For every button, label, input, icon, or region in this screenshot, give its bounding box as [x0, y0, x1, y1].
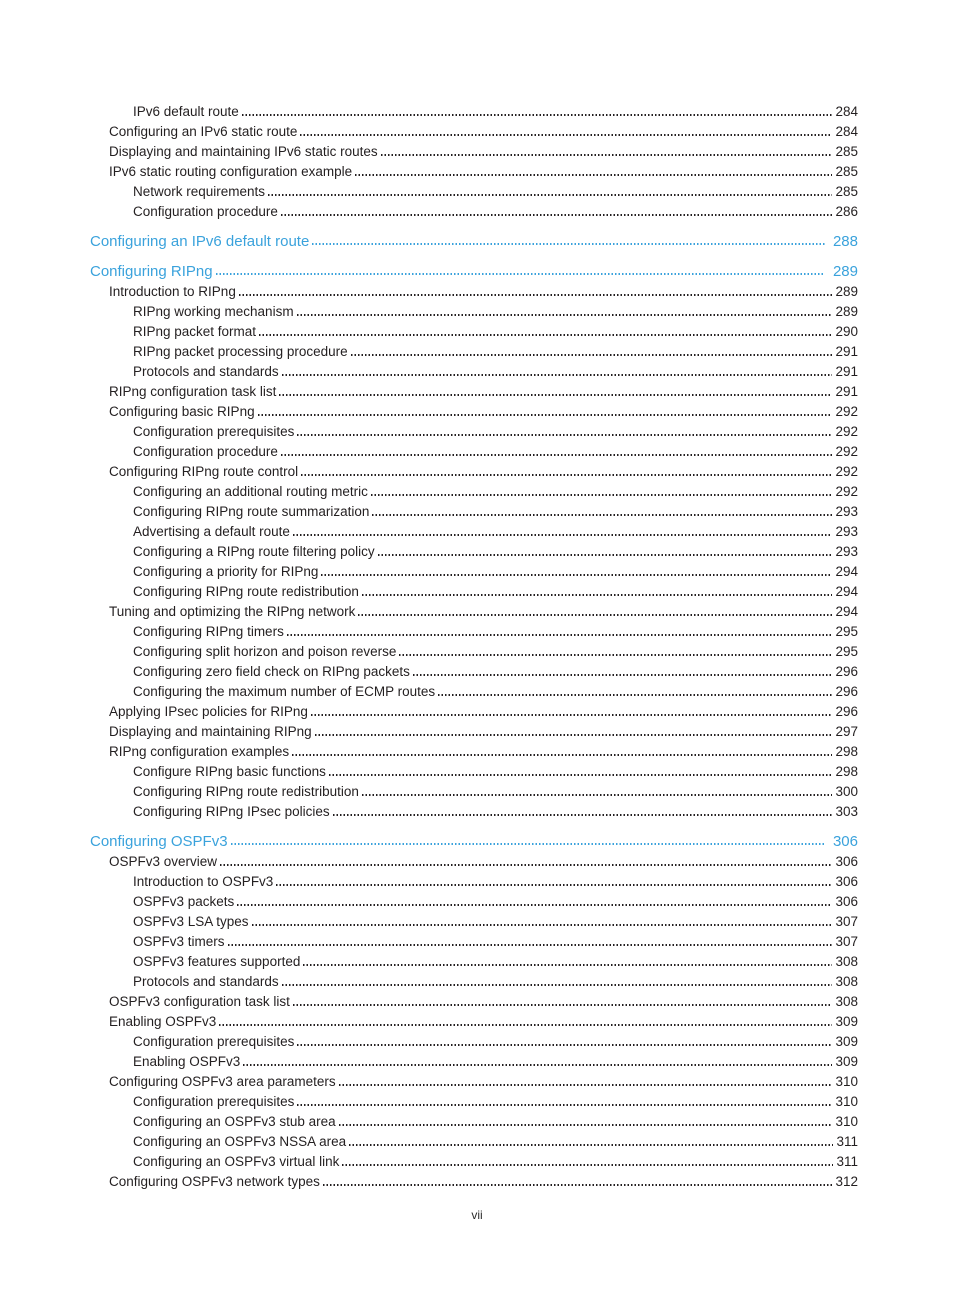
dot-leader: [293, 1004, 833, 1006]
dot-leader: [237, 904, 832, 906]
toc-entry-title: Configuring an OSPFv3 virtual link: [133, 1154, 340, 1169]
toc-entry-title: IPv6 static routing configuration example: [109, 164, 353, 179]
toc-entry[interactable]: [90, 872, 858, 892]
dot-leader: [301, 474, 832, 476]
toc-entry-page: 292: [835, 444, 858, 459]
toc-entry[interactable]: [90, 722, 858, 742]
dot-leader: [339, 1124, 833, 1126]
toc-entry-page: 312: [835, 1174, 858, 1189]
toc-entry[interactable]: [90, 502, 858, 522]
toc-entry-page: 294: [835, 604, 858, 619]
toc-entry-page: 306: [835, 854, 858, 869]
toc-chapter-entry[interactable]: [90, 832, 858, 852]
toc-entry[interactable]: [90, 162, 858, 182]
toc-entry-title: OSPFv3 configuration task list: [109, 994, 290, 1009]
dot-leader: [371, 494, 833, 496]
toc-entry[interactable]: [90, 602, 858, 622]
dot-leader: [349, 1144, 833, 1146]
dot-leader: [315, 734, 833, 736]
dot-leader: [362, 794, 833, 796]
toc-entry[interactable]: [90, 952, 858, 972]
toc-entry-page: 293: [835, 544, 858, 559]
toc-entry-page: 285: [835, 164, 858, 179]
toc-entry-title: Configuring basic RIPng: [109, 404, 255, 419]
toc-entry-title: Configuring a RIPng route filtering policy: [133, 544, 375, 559]
toc-entry-page: 306: [832, 833, 858, 850]
toc-entry[interactable]: [90, 1072, 858, 1092]
toc-entry[interactable]: [90, 122, 858, 142]
toc-entry-page: 289: [835, 304, 858, 319]
toc-entry-page: 309: [835, 1034, 858, 1049]
toc-entry-page: 307: [835, 914, 858, 929]
toc-entry-page: 309: [835, 1054, 858, 1069]
toc-entry-title: Tuning and optimizing the RIPng network: [109, 604, 356, 619]
toc-entry-page: 291: [835, 344, 858, 359]
toc-entry-page: 310: [835, 1094, 858, 1109]
toc-entry-title: Configuration procedure: [133, 204, 278, 219]
toc-entry-title: OSPFv3 overview: [109, 854, 218, 869]
toc-entry[interactable]: [90, 912, 858, 932]
toc-entry-page: 286: [835, 204, 858, 219]
toc-entry-title: Configuring RIPng route redistribution: [133, 584, 359, 599]
toc-entry-page: 294: [835, 564, 858, 579]
toc-entry-title: Displaying and maintaining IPv6 static routes: [109, 144, 378, 159]
dot-leader: [220, 864, 832, 866]
toc-entry-title: OSPFv3 LSA types: [133, 914, 249, 929]
toc-entry-title: Configuring OSPFv3 network types: [109, 1174, 320, 1189]
toc-entry[interactable]: [90, 642, 858, 662]
toc-entry-page: 293: [835, 504, 858, 519]
toc-entry[interactable]: [90, 932, 858, 952]
toc-entry-title: Configuring OSPFv3 area parameters: [109, 1074, 336, 1089]
dot-leader: [358, 614, 832, 616]
toc-entry-title: Configuring OSPFv3: [90, 833, 228, 850]
toc-entry-title: Introduction to RIPng: [109, 284, 236, 299]
toc-entry[interactable]: [90, 462, 858, 482]
toc-entry-title: Configuring RIPng route redistribution: [133, 784, 359, 799]
dot-leader: [252, 924, 833, 926]
dot-leader: [333, 814, 833, 816]
toc-entry-page: 303: [835, 804, 858, 819]
dot-leader: [329, 774, 833, 776]
toc-entry-title: RIPng packet processing procedure: [133, 344, 348, 359]
toc-entry-page: 311: [836, 1154, 858, 1169]
dot-leader: [243, 1064, 832, 1066]
toc-entry-page: 310: [835, 1114, 858, 1129]
dot-leader: [339, 1084, 833, 1086]
dot-leader: [381, 154, 833, 156]
toc-entry-page: 296: [835, 684, 858, 699]
toc-entry-page: 289: [835, 284, 858, 299]
toc-entry-page: 292: [835, 424, 858, 439]
toc-entry-page: 308: [835, 954, 858, 969]
toc-entry-title: Configuring RIPng route control: [109, 464, 299, 479]
toc-entry-title: Configuring RIPng timers: [133, 624, 284, 639]
toc-entry-title: Network requirements: [133, 184, 266, 199]
toc-entry-title: Configuring the maximum number of ECMP routes: [133, 684, 436, 699]
toc-entry-page: 308: [835, 994, 858, 1009]
dot-leader: [282, 984, 833, 986]
toc-entry[interactable]: [90, 1152, 858, 1172]
dot-leader: [413, 674, 833, 676]
toc-entry-page: 294: [835, 584, 858, 599]
dot-leader: [242, 114, 833, 116]
toc-entry-title: Configuring a priority for RIPng: [133, 564, 319, 579]
toc-entry-page: 309: [835, 1014, 858, 1029]
toc-entry-title: Applying IPsec policies for RIPng: [109, 704, 308, 719]
toc-entry[interactable]: [90, 682, 858, 702]
toc-entry[interactable]: [90, 282, 858, 302]
toc-entry[interactable]: [90, 342, 858, 362]
toc-entry-title: Advertising a default route: [133, 524, 290, 539]
dot-leader: [297, 1104, 832, 1106]
toc-entry-page: 298: [835, 764, 858, 779]
toc-entry-title: Configure RIPng basic functions: [133, 764, 326, 779]
toc-entry-title: RIPng packet format: [133, 324, 257, 339]
toc-entry-title: RIPng working mechanism: [133, 304, 294, 319]
toc-entry[interactable]: [90, 972, 858, 992]
toc-entry-title: OSPFv3 features supported: [133, 954, 301, 969]
toc-entry-title: Configuring RIPng IPsec policies: [133, 804, 330, 819]
dot-leader: [297, 314, 833, 316]
toc-entry[interactable]: [90, 1112, 858, 1132]
toc-entry-title: Configuration prerequisites: [133, 1094, 295, 1109]
dot-leader: [297, 1044, 832, 1046]
dot-leader: [228, 944, 833, 946]
dot-leader: [351, 354, 833, 356]
page-number-footer: vii: [471, 1208, 483, 1222]
dot-leader: [281, 454, 833, 456]
dot-leader: [268, 194, 832, 196]
toc-entry[interactable]: [90, 182, 858, 202]
dot-leader: [323, 1184, 833, 1186]
toc-entry[interactable]: [90, 582, 858, 602]
toc-entry-title: Configuring RIPng: [90, 263, 213, 280]
toc-entry[interactable]: [90, 1052, 858, 1072]
dot-leader: [293, 534, 833, 536]
toc-entry-title: Enabling OSPFv3: [133, 1054, 241, 1069]
toc-entry-title: IPv6 default route: [133, 104, 239, 119]
toc-entry-page: 298: [835, 744, 858, 759]
toc-entry-page: 306: [835, 874, 858, 889]
toc-entry-title: Configuring an OSPFv3 stub area: [133, 1114, 336, 1129]
toc-entry[interactable]: [90, 892, 858, 912]
toc-entry-title: Introduction to OSPFv3: [133, 874, 274, 889]
dot-leader: [321, 574, 832, 576]
toc-entry[interactable]: [90, 852, 858, 872]
toc-entry[interactable]: [90, 202, 858, 222]
toc-entry[interactable]: [90, 142, 858, 162]
toc-entry-title: Configuring an IPv6 default route: [90, 233, 310, 250]
toc-entry-page: 310: [835, 1074, 858, 1089]
dot-leader: [276, 884, 832, 886]
toc-entry[interactable]: [90, 322, 858, 342]
toc-entry-page: 292: [835, 484, 858, 499]
toc-entry-page: 311: [836, 1134, 858, 1149]
toc-entry-title: Configuration procedure: [133, 444, 278, 459]
toc-entry[interactable]: [90, 622, 858, 642]
toc-entry-page: 295: [835, 624, 858, 639]
toc-entry-title: Configuring split horizon and poison reverse: [133, 644, 397, 659]
toc-entry-page: 307: [835, 934, 858, 949]
toc-entry[interactable]: [90, 1092, 858, 1112]
toc-entry[interactable]: [90, 782, 858, 802]
toc-entry[interactable]: [90, 1172, 858, 1192]
dot-leader: [231, 843, 825, 845]
toc-entry-page: 291: [835, 364, 858, 379]
toc-entry-page: 290: [835, 324, 858, 339]
dot-leader: [216, 273, 825, 275]
dot-leader: [378, 554, 833, 556]
toc-entry[interactable]: [90, 1012, 858, 1032]
toc-entry-page: 284: [835, 124, 858, 139]
dot-leader: [282, 374, 833, 376]
toc-entry[interactable]: [90, 362, 858, 382]
toc-entry[interactable]: [90, 302, 858, 322]
toc-entry[interactable]: [90, 742, 858, 762]
toc-entry-page: 284: [835, 104, 858, 119]
toc-entry-page: 291: [835, 384, 858, 399]
toc-entry-title: Enabling OSPFv3: [109, 1014, 217, 1029]
toc-entry-title: OSPFv3 timers: [133, 934, 225, 949]
toc-entry[interactable]: [90, 382, 858, 402]
dot-leader: [372, 514, 832, 516]
toc-entry-page: 295: [835, 644, 858, 659]
dot-leader: [355, 174, 832, 176]
toc-entry[interactable]: [90, 1132, 858, 1152]
toc-entry[interactable]: [90, 762, 858, 782]
toc-entry-page: 297: [835, 724, 858, 739]
dot-leader: [438, 694, 832, 696]
toc-entry-title: Configuring an additional routing metric: [133, 484, 368, 499]
dot-leader: [279, 394, 832, 396]
toc-entry-page: 285: [835, 184, 858, 199]
toc-entry-title: Displaying and maintaining RIPng: [109, 724, 312, 739]
toc-entry-title: Configuration prerequisites: [133, 424, 295, 439]
toc-entry[interactable]: [90, 562, 858, 582]
dot-leader: [292, 754, 832, 756]
toc-entry-page: 285: [835, 144, 858, 159]
toc-entry-page: 289: [832, 263, 858, 280]
toc-entry-title: Protocols and standards: [133, 364, 279, 379]
toc-entry[interactable]: [90, 992, 858, 1012]
toc-entry-page: 296: [835, 704, 858, 719]
dot-leader: [219, 1024, 832, 1026]
toc-entry-page: 292: [835, 404, 858, 419]
dot-leader: [287, 634, 833, 636]
toc-entry[interactable]: [90, 402, 858, 422]
toc-entry-title: Configuring an OSPFv3 NSSA area: [133, 1134, 347, 1149]
toc-chapter-entry[interactable]: [90, 232, 858, 252]
toc-entry-page: 296: [835, 664, 858, 679]
toc-entry[interactable]: [90, 482, 858, 502]
toc-entry-title: Protocols and standards: [133, 974, 279, 989]
toc-entry-title: Configuring RIPng route summarization: [133, 504, 370, 519]
toc-entry-title: Configuration prerequisites: [133, 1034, 295, 1049]
toc-entry-title: RIPng configuration examples: [109, 744, 290, 759]
dot-leader: [281, 214, 833, 216]
dot-leader: [312, 243, 825, 245]
dot-leader: [297, 434, 832, 436]
toc-entry-page: 300: [835, 784, 858, 799]
dot-leader: [239, 294, 833, 296]
toc-entry-title: OSPFv3 packets: [133, 894, 235, 909]
toc-entry-title: RIPng configuration task list: [109, 384, 277, 399]
toc-entry-page: 308: [835, 974, 858, 989]
toc-entry[interactable]: [90, 662, 858, 682]
toc-entry[interactable]: [90, 102, 858, 122]
toc-entry-page: 288: [832, 233, 858, 250]
dot-leader: [300, 134, 832, 136]
toc-entry[interactable]: [90, 522, 858, 542]
dot-leader: [311, 714, 833, 716]
toc-entry-page: 292: [835, 464, 858, 479]
toc-entry[interactable]: [90, 702, 858, 722]
toc-entry[interactable]: [90, 442, 858, 462]
dot-leader: [399, 654, 832, 656]
toc-entry-title: Configuring zero field check on RIPng packets: [133, 664, 410, 679]
dot-leader: [259, 334, 832, 336]
dot-leader: [303, 964, 832, 966]
toc-chapter-entry[interactable]: [90, 262, 858, 282]
toc-entry[interactable]: [90, 422, 858, 442]
toc-entry[interactable]: [90, 542, 858, 562]
dot-leader: [362, 594, 833, 596]
toc-entry-page: 293: [835, 524, 858, 539]
dot-leader: [258, 414, 833, 416]
toc-entry[interactable]: [90, 1032, 858, 1052]
toc-entry[interactable]: [90, 802, 858, 822]
toc-entry-title: Configuring an IPv6 static route: [109, 124, 298, 139]
dot-leader: [342, 1164, 833, 1166]
toc-entry-page: 306: [835, 894, 858, 909]
